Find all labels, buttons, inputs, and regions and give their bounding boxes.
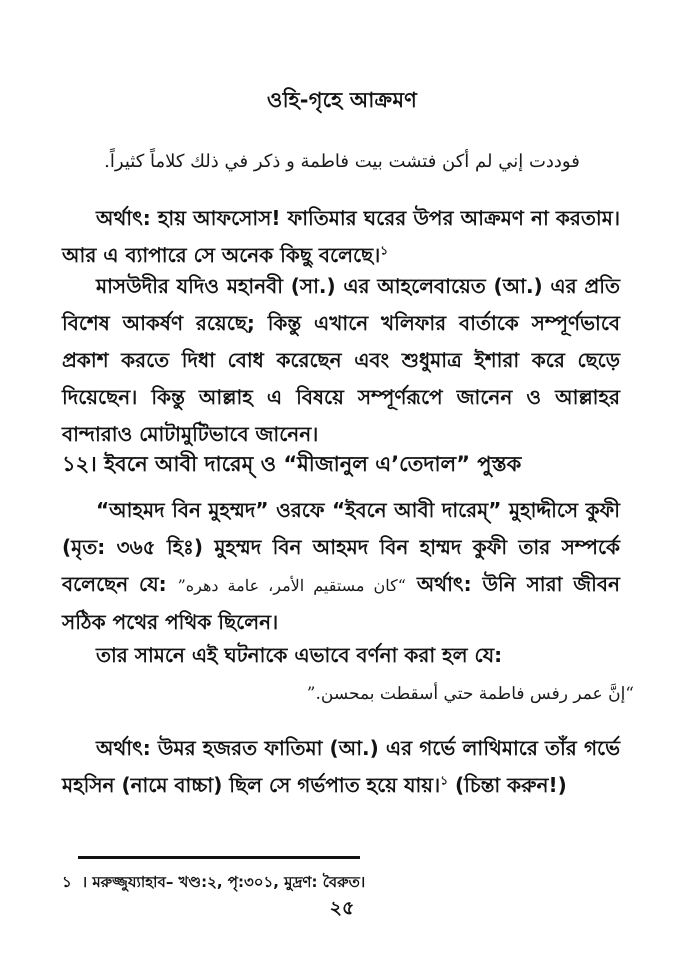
paragraph-narration-intro: তার সামনে এই ঘটনাকে এভাবে বর্ণনা করা হল যে: <box>96 643 503 667</box>
paragraph-translation-2 <box>62 730 620 804</box>
page-number: ২৫ <box>329 897 355 919</box>
paragraph-ibn-abi-darem-lead: “আহমদ বিন মুহম্মদ” ওরফে “ইবনে আবী দারেম্” মুহাদ্দীসে কুফী (মৃত: ৩৬৫ হিঃ) মুহম্মদ বিন আহমদ বিন হাম্মদ কুফী তার সম্পর্কে বলেছেন যে: <box>62 498 620 596</box>
paragraph-translation-2-tail: (চিন্তা করুন!) <box>448 773 567 797</box>
footnote-text: । মরুজ্জুয্যাহাব– খণ্ড:২, পৃ:৩০১, মুদ্রণ: বৈরুত। <box>81 873 366 891</box>
footnote-reference-2: ১ <box>440 773 449 788</box>
footnote-divider-rule <box>78 856 360 859</box>
paragraph-translation-1 <box>62 200 620 274</box>
section-heading-12: ১২। ইবনে আবী দারেম্ ও “মীজানুল এ’তেদাল” পুস্তক <box>62 452 522 476</box>
arabic-inline-quote: “كان مستقيم الأمر، عامة دهره” <box>177 576 406 595</box>
paragraph-translation-1-text: অর্থাৎ: হায় আফসোস! ফাতিমার ঘরের উপর আক্রমণ না করতাম। আর এ ব্যাপারে সে অনেক কিছু বলেছে। <box>62 206 620 267</box>
footnote <box>62 870 620 894</box>
paragraph-translation-2-text: অর্থাৎ: উমর হজরত ফাতিমা (আ.) এর গর্ভে লাথিমারে তাঁর গর্ভে মহসিন (নামে বাচ্চা) ছিল সে গর্ভপাত হয়ে যায়। <box>62 736 620 797</box>
paragraph-masudi-comment: মাসউদীর যদিও মহানবী (সা.) এর আহলেবায়েত (আ.) এর প্রতি বিশেষ আকর্ষণ রয়েছে; কিন্তু এখানে খলিফার বার্তাকে সম্পূর্ণভাবে প্রকাশ করতে দিধা বোধ করেছেন এবং শুধুমাত্র ইশারা করে ছেড়ে দিয়েছেন। কিন্তু আল্লাহ এ বিষয়ে সম্পূর্ণরূপে জানেন ও আল্লাহর বান্দারাও মোটামুটিভাবে জানেন। <box>62 274 620 446</box>
arabic-quotation-2: “إنَّ عمر رفس فاطمة حتي أسقطت بمحسن.” <box>306 684 634 704</box>
chapter-title: ওহি-গৃহে আক্রমণ <box>266 88 418 112</box>
arabic-quotation-1: فوددت إني لم أكن فتشت بيت فاطمة و ذكر في ذلك كلاماً كثيراً. <box>104 151 580 172</box>
paragraph-ibn-abi-darem <box>62 492 620 641</box>
footnote-reference-1: ১ <box>380 243 389 258</box>
paragraph-ibn-abi-darem-tail: অর্থাৎ: উনি সারা জীবন সঠিক পথের পথিক ছিলেন। <box>62 572 620 634</box>
footnote-marker: ১ <box>62 873 72 891</box>
